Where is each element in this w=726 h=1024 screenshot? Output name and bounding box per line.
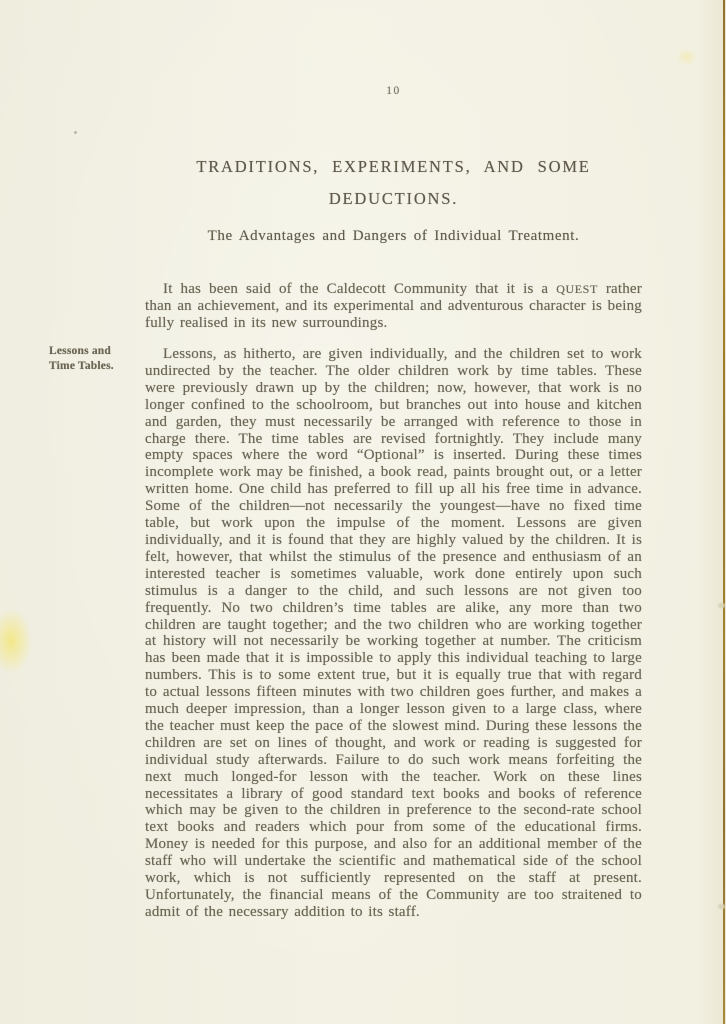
page-edge-notch [717,903,726,910]
margin-note-line-2: Time Tables. [49,359,114,372]
margin-note-line-1: Lessons and [49,345,111,357]
paragraph-body: Lessons, as hitherto, are given individually, and the children set to work undirected by the teacher. The older children work by time tables. These were previously drawn up by the children; now, however, that work is no longer confined to the schoolroom, but branches out into house and kitchen and garden, they must necessarily be arranged with reference to those in charge there. The time tables are revised fortnightly. They include many empty spaces where the word “Optional” is inserted. During these times incomplete work may be finished, a book read, paints brought out, or a letter written home. One child has preferred to fill up all his free time in advance. Some of the children—not necessarily the youngest—have no fixed time table, but work upon the impulse of the moment. Lessons are given individually, and it is found that they are highly valued by the children. It is felt, however, that whilst the stimulus of the presence and enthusiasm of an interested teacher is sometimes valuable, work done entirely upon such stimulus is a danger to the child, and such lessons are not given too frequently. No two children’s time tables are alike, any more than two children are taught together; and the two children who are working together at history will not necessarily be working together at number. The criticism has been made that it is impossible to apply this individual teaching to large numbers. This is to some extent true, but it is equally true that with regard to actual lessons fifteen minutes with two children goes further, and makes a much deeper impression, than a longer lesson given to a large class, where the teacher must keep the pace of the slowest mind. During these lessons the children are set on lines of thought, and work or reading is suggested for individual study afterwards. Failure to do such work means forfeiting the next much longed-for lesson with the teacher. Work on these lines necessitates a library of good standard text books and books of reference which may be given to the children in preference to the second-rate school text books and readers which pour from some of the educational firms. Money is needed for this purpose, and also for an additional member of the staff who will undertake the scientific and mathematical side of the school work, which is not sufficiently represented on the staff at present. Unfortunately, the financial means of the Community are too straitened to admit of the necessary addition to its staff. [145,346,642,920]
section-subtitle: The Advantages and Dangers of Individual Treatment. [207,228,580,244]
page-number: 10 [386,85,401,97]
paragraph-intro [145,281,642,332]
paper-speck [74,131,77,134]
margin-note [49,344,143,373]
paragraph-intro-text-post: rather than an achievement, and its experimental and adventurous character is being fully realised in its new surroundings. [145,281,642,331]
chapter-title [125,151,662,215]
paragraph-intro-text-pre: It has been said of the Caldecott Community that it is a [163,281,557,297]
page-edge-notch [717,602,726,609]
paper-stain [0,608,32,674]
paragraph-intro-smallcaps: QUEST [556,282,598,296]
page-edge-line [723,0,725,1024]
chapter-title-line-2: DEDUCTIONS. [328,189,459,208]
chapter-title-line-1: TRADITIONS, EXPERIMENTS, AND SOME [196,157,591,176]
paper-stain-faint [676,48,698,66]
